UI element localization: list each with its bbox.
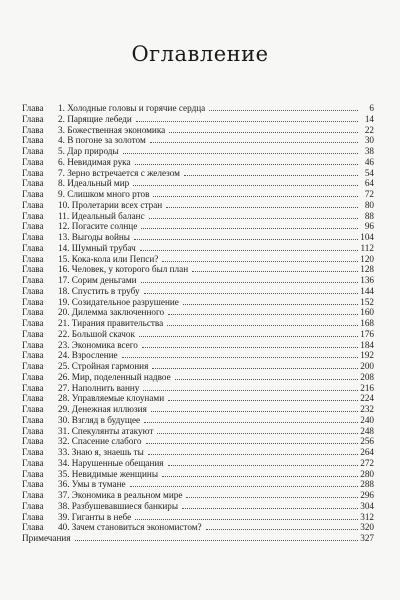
chapter-title: 5. Дар природы (58, 146, 119, 156)
chapter-title: 12. Погасите солнце (58, 221, 138, 232)
toc-entry (22, 469, 374, 480)
chapter-title: 36. Умы в тумане (58, 479, 126, 490)
chapter-line (58, 350, 374, 361)
page-number: 30 (364, 135, 374, 146)
chapter-label: Глава (22, 350, 44, 361)
page-number: 160 (360, 307, 374, 318)
chapter-line (58, 286, 374, 297)
chapter-line (58, 178, 374, 189)
chapter-label: Глава (22, 318, 44, 328)
chapter-line (58, 200, 374, 211)
page-number: 296 (360, 490, 374, 500)
chapter-title: 28. Управляемые клоунами (58, 393, 165, 404)
chapter-title: 21. Тирания правительства (58, 318, 164, 328)
chapter-line (58, 297, 374, 308)
dot-leader (144, 287, 358, 294)
chapter-title: 40. Зачем становиться экономистом? (58, 522, 202, 533)
chapter-line (58, 135, 374, 146)
chapter-label: Глава (22, 232, 44, 242)
toc-entry (22, 436, 374, 447)
chapter-line (58, 512, 374, 523)
dot-leader (153, 190, 358, 197)
chapter-label: Глава (22, 361, 44, 371)
chapter-label: Глава (22, 307, 44, 318)
chapter-title: 2. Парящие лебеди (58, 113, 132, 124)
dot-leader (168, 459, 358, 466)
toc-entry (22, 350, 374, 361)
chapter-line (58, 114, 374, 125)
page-number: 96 (364, 221, 374, 232)
chapter-line (58, 340, 374, 351)
toc-entry (22, 254, 374, 265)
toc-entry (22, 329, 374, 340)
chapter-label: Глава (22, 275, 44, 285)
dot-leader (146, 437, 358, 444)
chapter-title: 38. Разбушевавшиеся банкиры (58, 500, 179, 511)
notes-title: Примечания (22, 533, 71, 543)
chapter-label: Глава (22, 522, 44, 533)
dot-leader (136, 115, 358, 122)
chapter-line (58, 125, 374, 136)
chapter-line (58, 404, 374, 415)
page-number: 54 (364, 167, 374, 178)
toc-entry (22, 221, 374, 232)
chapter-label: Глава (22, 457, 44, 468)
chapter-line (58, 490, 374, 501)
page-number: 304 (360, 500, 374, 511)
dot-leader (168, 394, 358, 401)
toc-entry (22, 168, 374, 179)
chapter-title: 14. Шумный трубач (58, 242, 136, 253)
chapter-title: 29. Денежная иллюзия (58, 404, 147, 414)
chapter-line (58, 383, 374, 394)
dot-leader (162, 470, 358, 477)
toc-entry (22, 200, 374, 211)
toc-entry (22, 135, 374, 146)
page-number: 80 (364, 199, 374, 210)
chapter-line (58, 522, 374, 533)
page-number: 216 (360, 382, 374, 393)
page-number: 200 (360, 361, 374, 371)
toc-entry (22, 243, 374, 254)
chapter-title: 25. Стройная гармония (58, 361, 149, 371)
chapter-line (58, 458, 374, 469)
toc-entry (22, 393, 374, 404)
toc-entry (22, 189, 374, 200)
dot-leader (150, 136, 358, 143)
toc-entry (22, 340, 374, 351)
toc-entry (22, 157, 374, 168)
chapter-title: 22. Большой скачок (58, 328, 135, 339)
chapter-title: 4. В погоне за золотом (58, 135, 146, 146)
dot-leader (122, 351, 358, 358)
dot-leader (133, 179, 358, 186)
chapter-line (58, 329, 374, 340)
page-number: 208 (360, 371, 374, 382)
chapter-line (58, 146, 374, 157)
dot-leader (168, 308, 358, 315)
chapter-label: Глава (22, 253, 44, 264)
chapter-line (58, 275, 374, 286)
chapter-label: Глава (22, 393, 44, 404)
dot-leader (169, 126, 358, 133)
page-number: 120 (360, 253, 374, 264)
chapter-line (58, 307, 374, 318)
chapter-title: 24. Взросление (58, 350, 118, 361)
chapter-title: 13. Выгоды войны (58, 232, 130, 242)
chapter-line (58, 426, 374, 437)
toc-entry (22, 479, 374, 490)
chapter-label: Глава (22, 199, 44, 210)
chapter-title: 23. Экономика всего (58, 339, 138, 350)
page-number: 112 (360, 242, 374, 253)
chapter-line (58, 221, 374, 232)
dot-leader (144, 416, 358, 423)
dot-leader (139, 330, 358, 337)
chapter-title: 34. Нарушенные обещания (58, 457, 164, 468)
page-number: 232 (360, 404, 374, 414)
chapter-line (58, 318, 374, 329)
chapter-label: Глава (22, 135, 44, 146)
chapter-label: Глава (22, 479, 44, 490)
dot-leader (167, 319, 358, 326)
chapter-line (58, 254, 374, 265)
dot-leader (166, 201, 358, 208)
chapter-label: Глава (22, 500, 44, 511)
chapter-label: Глава (22, 447, 44, 457)
chapter-line (58, 264, 374, 275)
dot-leader (149, 212, 358, 219)
dot-leader (182, 502, 358, 509)
page-number: 136 (360, 275, 374, 285)
toc-entry (22, 232, 374, 243)
chapter-label: Глава (22, 189, 44, 199)
chapter-line (58, 469, 374, 480)
chapter-label: Глава (22, 296, 44, 307)
dot-leader (148, 448, 358, 455)
chapter-title: 18. Спустить в трубу (58, 285, 140, 296)
page-number: 22 (364, 124, 374, 135)
dot-leader (134, 233, 358, 240)
toc-entry (22, 297, 374, 308)
page-number: 184 (360, 339, 374, 350)
chapter-label: Глава (22, 124, 44, 135)
page-number: 46 (364, 156, 374, 167)
page-number: 64 (364, 178, 374, 189)
page-number: 272 (360, 457, 374, 468)
dot-leader (186, 491, 358, 498)
chapter-label: Глава (22, 511, 44, 522)
chapter-label: Глава (22, 221, 44, 232)
chapter-line (58, 232, 374, 243)
dot-leader (209, 104, 358, 111)
toc-entry (22, 103, 374, 114)
chapter-line (58, 436, 374, 447)
page-number: 128 (360, 264, 374, 275)
chapter-line (58, 168, 374, 179)
page-number: 38 (364, 146, 374, 156)
toc-entry (22, 372, 374, 383)
chapter-title: 26. Мир, поделенный надвое (58, 371, 171, 382)
chapter-title: 32. Спасение слабого (58, 436, 142, 447)
chapter-title: 31. Спекулянты атакуют (58, 425, 154, 436)
dot-leader (151, 405, 358, 412)
page-number: 6 (369, 103, 374, 113)
chapter-title: 17. Сорим деньгами (58, 275, 137, 285)
chapter-title: 16. Человек, у которого был план (58, 264, 189, 275)
dot-leader (75, 534, 358, 541)
chapter-title: 37. Экономика в реальном мире (58, 490, 183, 500)
toc-entry (22, 501, 374, 512)
toc-entry (22, 146, 374, 157)
toc-entry (22, 307, 374, 318)
page-number: 14 (364, 113, 374, 124)
page-number: 104 (360, 232, 374, 242)
page-number: 312 (360, 511, 374, 522)
chapter-title: 1. Холодные головы и горячие сердца (58, 103, 206, 113)
chapter-title: 15. Кока-кола или Пепси? (58, 253, 159, 264)
page-number: 224 (360, 393, 374, 404)
page-number: 288 (360, 479, 374, 490)
chapter-line (58, 189, 374, 200)
page-number: 280 (360, 468, 374, 479)
toc-entry (22, 264, 374, 275)
chapter-title: 30. Взгляд в будущее (58, 414, 141, 425)
chapter-line (58, 361, 374, 372)
page-number: 176 (360, 328, 374, 339)
chapter-label: Глава (22, 328, 44, 339)
chapter-title: 3. Божественная экономика (58, 124, 166, 135)
page-number: 168 (360, 318, 374, 328)
chapter-label: Глава (22, 490, 44, 500)
toc-entry (22, 125, 374, 136)
toc-entry (22, 361, 374, 372)
page-number: 320 (360, 522, 374, 533)
chapter-label: Глава (22, 414, 44, 425)
toc-entry (22, 522, 374, 533)
chapter-title: 33. Знаю я, знаешь ты (58, 447, 144, 457)
toc-entry (22, 490, 374, 501)
toc-entry (22, 178, 374, 189)
chapter-line (58, 157, 374, 168)
table-of-contents (22, 103, 374, 544)
chapter-line (58, 393, 374, 404)
toc-entry (22, 318, 374, 329)
toc-entry (22, 512, 374, 523)
chapter-label: Глава (22, 178, 44, 189)
dot-leader (152, 362, 358, 369)
toc-entry (22, 426, 374, 437)
chapter-line (58, 372, 374, 383)
dot-leader (142, 341, 358, 348)
chapter-line (58, 447, 374, 458)
dot-leader (175, 373, 358, 380)
chapter-label: Глава (22, 468, 44, 479)
chapter-title: 7. Зерно встречается с железом (58, 167, 180, 178)
chapter-title: 11. Идеальный баланс (58, 210, 145, 221)
chapter-title: 6. Невидимая рука (58, 156, 131, 167)
chapter-label: Глава (22, 113, 44, 124)
dot-leader (135, 513, 358, 520)
chapter-title: 20. Дилемма заключенного (58, 307, 165, 318)
chapter-label: Глава (22, 339, 44, 350)
page-number: 248 (360, 425, 374, 436)
toc-entry (22, 404, 374, 415)
chapter-title: 19. Созидательное разрушение (58, 296, 179, 307)
page-number: 264 (360, 447, 374, 457)
page-number: 72 (364, 189, 374, 199)
chapter-label: Глава (22, 285, 44, 296)
toc-entry (22, 458, 374, 469)
page-number: 240 (360, 414, 374, 425)
dot-leader (162, 255, 358, 262)
chapter-line (58, 103, 374, 114)
chapter-label: Глава (22, 242, 44, 253)
toc-entry (22, 447, 374, 458)
chapter-title: 10. Пролетарии всех стран (58, 199, 163, 210)
page-number: 327 (360, 533, 374, 543)
chapter-label: Глава (22, 167, 44, 178)
chapter-label: Глава (22, 264, 44, 275)
chapter-label: Глава (22, 371, 44, 382)
page-number: 256 (360, 436, 374, 447)
chapter-label: Глава (22, 425, 44, 436)
toc-entry (22, 211, 374, 222)
dot-leader (123, 147, 358, 154)
chapter-line (58, 211, 374, 222)
dot-leader (157, 427, 358, 434)
chapter-label: Глава (22, 436, 44, 447)
toc-entry (22, 275, 374, 286)
dot-leader (130, 480, 358, 487)
dot-leader (206, 523, 358, 530)
chapter-label: Глава (22, 156, 44, 167)
dot-leader (135, 158, 358, 165)
dot-leader (183, 298, 358, 305)
page-title: Оглавление (131, 42, 269, 66)
page-number: 192 (360, 350, 374, 361)
chapter-line (58, 501, 374, 512)
chapter-line (58, 479, 374, 490)
dot-leader (192, 265, 358, 272)
page-number: 152 (360, 296, 374, 307)
chapter-title: 8. Идеальный мир (58, 178, 130, 189)
toc-entry (22, 383, 374, 394)
chapter-title: 27. Наполнить ванну (58, 382, 140, 393)
toc-entry (22, 415, 374, 426)
dot-leader (143, 384, 358, 391)
page-number: 88 (364, 210, 374, 221)
chapter-title: 39. Гиганты в небе (58, 511, 132, 522)
chapter-title: 35. Невидимые женщины (58, 468, 159, 479)
dot-leader (140, 244, 358, 251)
toc-entry-notes (22, 533, 374, 544)
toc-entry (22, 286, 374, 297)
chapter-label: Глава (22, 382, 44, 393)
chapter-label: Глава (22, 404, 44, 414)
chapter-line (58, 243, 374, 254)
chapter-label: Глава (22, 210, 44, 221)
dot-leader (184, 169, 358, 176)
notes-line (22, 533, 374, 544)
chapter-title: 9. Слишком много ртов (58, 189, 150, 199)
chapter-line (58, 415, 374, 426)
toc-entry (22, 114, 374, 125)
dot-leader (141, 276, 358, 283)
page-number: 144 (360, 285, 374, 296)
dot-leader (141, 222, 358, 229)
chapter-label: Глава (22, 103, 44, 113)
chapter-label: Глава (22, 146, 44, 156)
